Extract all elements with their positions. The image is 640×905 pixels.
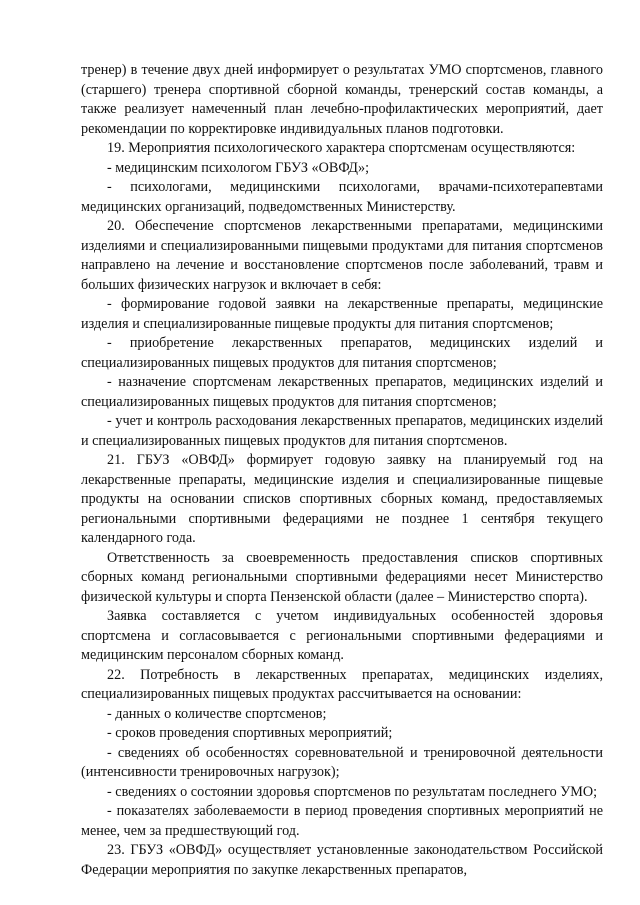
list-item-prescription: - назначение спортсменам лекарственных препаратов, медицинских изделий и специализированных пищевых продуктов для питания спортсменов;	[81, 374, 603, 410]
paragraph-23: 23. ГБУЗ «ОВФД» осуществляет установленные законодательством Российской Федерации мероприятия по закупке лекарственных препаратов,	[81, 842, 603, 878]
paragraph-continuation: тренер) в течение двух дней информирует о результатах УМО спортсменов, главного (старшего) тренера спортивной сборной команды, тренерский состав команды, а также реализует намеченный план лечебно-профилактических мероприятий, дает рекомендации по корректировке индивидуальных планов подготовки.	[81, 62, 603, 137]
list-item-annual-request: - формирование годовой заявки на лекарственные препараты, медицинские изделия и специализированные пищевые продукты для питания спортсменов;	[81, 296, 603, 332]
paragraph-request: Заявка составляется с учетом индивидуальных особенностей здоровья спортсмена и согласовывается с региональными спортивными федерациями и медицинским персоналом сборных команд.	[81, 608, 603, 663]
list-item-activity-features: - сведениях об особенностях соревновательной и тренировочной деятельности (интенсивности тренировочных нагрузок);	[81, 744, 603, 780]
paragraph-20: 20. Обеспечение спортсменов лекарственными препаратами, медицинскими изделиями и специализированными пищевыми продуктами для питания спортсменов направлено на лечение и восстановление спортсменов после заболеваний, травм и больших физических нагрузок и включает в себя:	[81, 218, 603, 293]
paragraph-21: 21. ГБУЗ «ОВФД» формирует годовую заявку на планируемый год на лекарственные препараты, медицинские изделия и специализированные пищевые продукты на основании списков спортивных сборных команд, предоставляемых региональными спортивными федерациями не позднее 1 сентября текущего календарного года.	[81, 452, 603, 546]
list-item-psychologist: - медицинским психологом ГБУЗ «ОВФД»;	[107, 159, 370, 176]
list-item-health-status: - сведениях о состоянии здоровья спортсменов по результатам последнего УМО;	[107, 783, 598, 800]
paragraph-responsibility: Ответственность за своевременность предоставления списков спортивных сборных команд региональными спортивными федерациями несет Министерство физической культуры и спорта Пензенской области (далее – Министерство спорта).	[81, 549, 603, 605]
body-text	[81, 61, 603, 880]
list-item-purchase: - приобретение лекарственных препаратов, медицинских изделий и специализированных пищевых продуктов для питания спортсменов;	[81, 335, 603, 371]
list-item-psychologists-orgs: - психологами, медицинскими психологами, врачами-психотерапевтами медицинских организаций, подведомственных Министерству.	[81, 179, 603, 215]
list-item-event-dates: - сроков проведения спортивных мероприятий;	[107, 725, 393, 741]
list-item-accounting: - учет и контроль расходования лекарственных препаратов, медицинских изделий и специализированных пищевых продуктов для питания спортсменов.	[81, 413, 603, 449]
list-item-morbidity: - показателях заболеваемости в период проведения спортивных мероприятий не менее, чем за предшествующий год.	[81, 803, 603, 839]
paragraph-22: 22. Потребность в лекарственных препаратах, медицинских изделиях, специализированных пищевых продуктах рассчитывается на основании:	[81, 666, 603, 702]
paragraph-19: 19. Мероприятия психологического характера спортсменам осуществляются:	[107, 140, 576, 156]
list-item-athlete-count: - данных о количестве спортсменов;	[107, 705, 327, 722]
